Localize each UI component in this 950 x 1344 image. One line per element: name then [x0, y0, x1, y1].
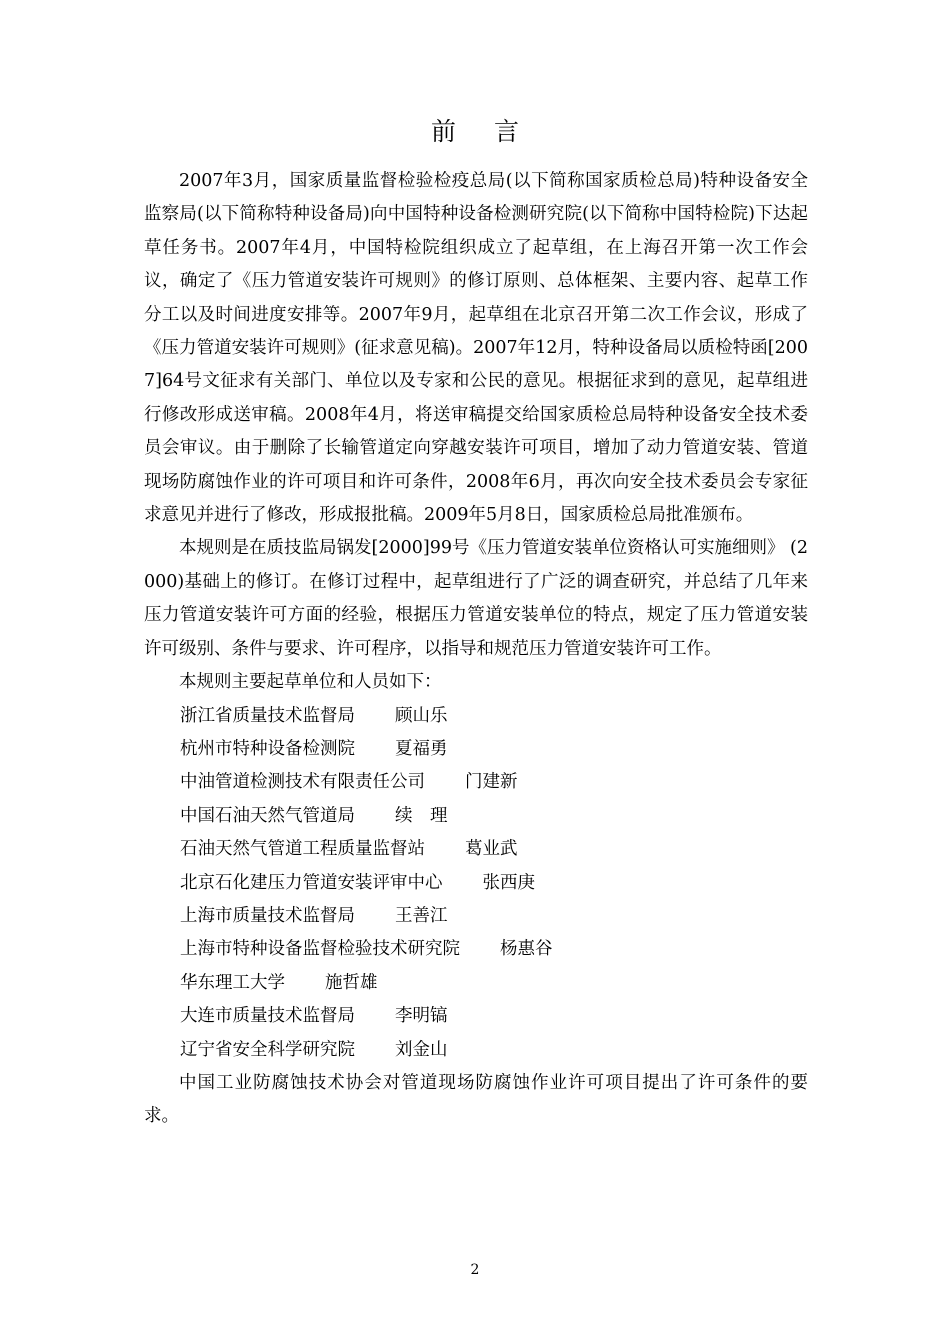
drafter-name: 施哲雄 [325, 972, 378, 993]
drafter-organization: 北京石化建压力管道安装评审中心 [180, 872, 443, 893]
list-item [144, 800, 808, 833]
list-item [144, 766, 808, 799]
document-body [144, 165, 808, 1134]
drafter-organization: 大连市质量技术监督局 [180, 1006, 355, 1027]
drafter-organization: 华东理工大学 [180, 972, 285, 993]
drafter-organization: 中油管道检测技术有限责任公司 [180, 772, 425, 793]
drafter-name: 葛业武 [465, 839, 518, 860]
drafter-organization: 石油天然气管道工程质量监督站 [180, 839, 425, 860]
drafters-list [144, 700, 808, 1067]
drafter-organization: 上海市特种设备监督检验技术研究院 [180, 939, 460, 960]
paragraph-drafters-intro: 本规则主要起草单位和人员如下： [179, 672, 442, 693]
drafter-name: 刘金山 [395, 1039, 448, 1060]
list-item [144, 900, 808, 933]
list-item [144, 1034, 808, 1067]
drafter-organization: 浙江省质量技术监督局 [180, 705, 355, 726]
list-item [144, 700, 808, 733]
drafter-name: 李明镐 [395, 1006, 448, 1027]
list-item [144, 867, 808, 900]
drafter-organization: 杭州市特种设备检测院 [180, 738, 355, 759]
drafter-name: 张西庚 [482, 872, 535, 893]
paragraph-closing: 中国工业防腐蚀技术协会对管道现场防腐蚀作业许可项目提出了许可条件的要求。 [144, 1072, 808, 1127]
list-item [144, 733, 808, 766]
page-number: 2 [470, 1262, 480, 1278]
drafter-organization: 上海市质量技术监督局 [180, 905, 355, 926]
drafter-name: 顾山乐 [395, 705, 448, 726]
list-item [144, 833, 808, 866]
drafter-name: 王善江 [395, 905, 448, 926]
paragraph-revision-basis: 本规则是在质技监局锅发[2000]99号《压力管道安装单位资格认可实施细则》 (2000)基础上的修订。在修订过程中，起草组进行了广泛的调查研究，并总结了几年来压力管道安装许可方面的经验，根据压力管道安装单位的特点，规定了压力管道安装许可级别、条件与要求、许可程序，以指导和规范压力管道安装许可工作。 [144, 538, 808, 659]
paragraph-drafting-history: 2007年3月，国家质量监督检验检疫总局(以下简称国家质检总局)特种设备安全监察局(以下简称特种设备局)向中国特种设备检测研究院(以下简称中国特检院)下达起草任务书。2007年4月，中国特检院组织成立了起草组，在上海召开第一次工作会议，确定了《压力管道安装许可规则》的修订原则、总体框架、主要内容、起草工作分工以及时间进度安排等。2007年9月，起草组在北京召开第二次工作会议，形成了《压力管道安装许可规则》(征求意见稿)。2007年12月，特种设备局以质检特函[2007]64号文征求有关部门、单位以及专家和公民的意见。根据征求到的意见，起草组进行修改形成送审稿。2008年4月，将送审稿提交给国家质检总局特种设备安全技术委员会审议。由于删除了长输管道定向穿越安装许可项目，增加了动力管道安装、管道现场防腐蚀作业的许可项目和许可条件，2008年6月，再次向安全技术委员会专家征求意见并进行了修改，形成报批稿。2009年5月8日，国家质检总局批准颁布。 [144, 171, 808, 526]
drafter-name: 续 理 [395, 805, 448, 826]
page-title: 前言 [430, 117, 557, 146]
drafter-name: 杨惠谷 [500, 939, 553, 960]
drafter-organization: 辽宁省安全科学研究院 [180, 1039, 355, 1060]
drafter-name: 门建新 [465, 772, 518, 793]
list-item [144, 1000, 808, 1033]
drafter-name: 夏福勇 [395, 738, 448, 759]
drafter-organization: 中国石油天然气管道局 [180, 805, 355, 826]
list-item [144, 967, 808, 1000]
list-item [144, 933, 808, 966]
